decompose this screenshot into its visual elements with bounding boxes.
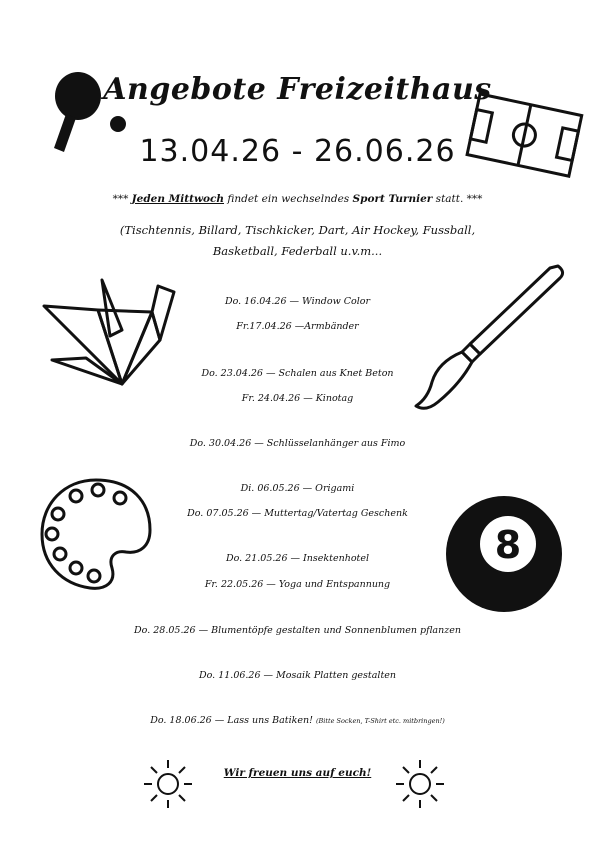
event-text: Fr.17.04.26 —Armbänder: [236, 321, 359, 332]
weekly-tournament-line: *** Jeden Mittwoch findet ein wechselndes Sport Turnier statt. ***: [112, 193, 483, 205]
event-item: [0, 368, 595, 379]
closing-message: Wir freuen uns auf euch!: [223, 767, 372, 779]
sun-icon: [394, 758, 446, 810]
event-note: (Bitte Socken, T-Shirt etc. mitbringen!): [315, 717, 445, 725]
event-text: Fr. 22.05.26 — Yoga und Entspannung: [204, 579, 391, 590]
event-text: Do. 11.06.26 — Mosaik Platten gestalten: [199, 670, 396, 681]
event-item: [0, 321, 595, 332]
event-text: Do. 07.05.26 — Muttertag/Vatertag Geschenk: [187, 508, 408, 519]
event-text: Di. 06.05.26 — Origami: [240, 483, 355, 494]
activities-line-1: (Tischtennis, Billard, Tischkicker, Dart, Air Hockey, Fussball,: [119, 223, 476, 237]
event-item: [0, 625, 595, 636]
event-item: [0, 553, 595, 564]
paint-brush-icon: [408, 262, 570, 414]
page-title: Angebote Freizeithaus: [103, 72, 492, 107]
event-item: [0, 296, 595, 307]
event-text: Do. 28.05.26 — Blumentöpfe gestalten und Sonnenblumen pflanzen: [134, 625, 461, 636]
event-item: [0, 438, 595, 449]
event-item: [0, 579, 595, 590]
event-item: [0, 483, 595, 494]
sun-icon: [142, 758, 194, 810]
event-text: Do. 21.05.26 — Insektenhotel: [225, 553, 370, 564]
event-item: [0, 670, 595, 681]
event-item: [0, 393, 595, 404]
eight-ball-number: 8: [494, 523, 522, 567]
event-text: Do. 16.04.26 — Window Color: [224, 296, 371, 307]
event-text: Do. 30.04.26 — Schlüsselanhänger aus Fimo: [189, 438, 406, 449]
date-range: 13.04.26 - 26.06.26: [139, 134, 456, 169]
event-text: Do. 18.06.26 — Lass uns Batiken!: [150, 715, 313, 726]
activities-line-2: Basketball, Federball u.v.m...: [212, 244, 383, 258]
event-item: [0, 508, 595, 519]
event-item: [0, 715, 595, 726]
event-text: Fr. 24.04.26 — Kinotag: [241, 393, 354, 404]
event-text: Do. 23.04.26 — Schalen aus Knet Beton: [201, 368, 394, 379]
activities-list: [0, 220, 595, 262]
